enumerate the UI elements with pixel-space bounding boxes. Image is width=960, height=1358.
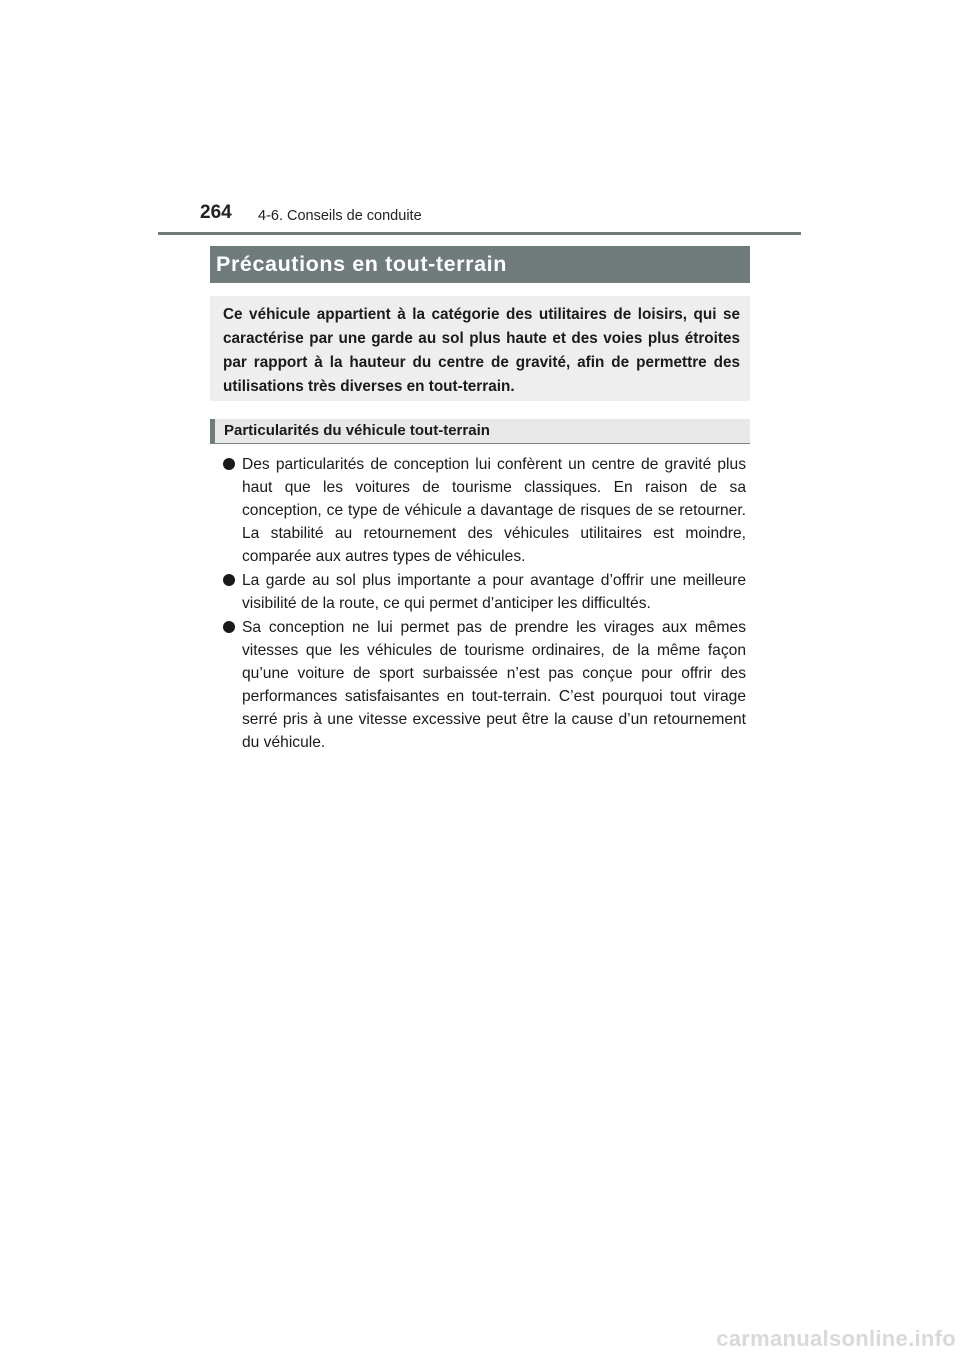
- bullet-icon: [223, 574, 235, 586]
- header-rule: [158, 232, 801, 235]
- watermark: carmanualsonline.info: [716, 1326, 956, 1351]
- list-item: [222, 569, 746, 615]
- list-item-text: Des particularités de conception lui confèrent un centre de gravité plus haut que les voitures de tourisme classiques. En raison de sa conception, ce type de véhicule a davantage de risques de se retourner. La stabilité au retournement des véhicules utilitaires est moindre, comparée aux autres types de véhicules.: [242, 456, 746, 565]
- list-item-text: Sa conception ne lui permet pas de prendre les virages aux mêmes vitesses que les véhicules de tourisme ordinaires, de la même façon qu’une voiture de sport surbaissée n’est pas conçue pour offrir des performances satisfaisantes en tout-terrain. C’est pourquoi tout virage serré pris à une vitesse excessive peut être la cause d’un retournement du véhicule.: [242, 619, 746, 751]
- page-number: 264: [200, 202, 232, 223]
- title-bar: [210, 246, 750, 283]
- list-item-text: La garde au sol plus importante a pour avantage d’offrir une meilleure visibilité de la route, ce qui permet d’anticiper les difficultés.: [242, 572, 746, 612]
- bullet-icon: [223, 621, 235, 633]
- list-item: [222, 616, 746, 754]
- page-title: Précautions en tout-terrain: [216, 252, 507, 276]
- subheading-bar: [210, 419, 750, 444]
- list-item: [222, 453, 746, 568]
- bullet-list: [222, 453, 746, 755]
- section-name: 4-6. Conseils de conduite: [258, 208, 422, 224]
- subheading: Particularités du véhicule tout-terrain: [224, 422, 490, 439]
- intro-box: [210, 296, 750, 401]
- bullet-icon: [223, 458, 235, 470]
- intro-text: Ce véhicule appartient à la catégorie des utilitaires de loisirs, qui se caractérise par une garde au sol plus haute et des voies plus étroites par rapport à la hauteur du centre de gravité, afin de permettre des utilisations très diverses en tout-terrain.: [223, 306, 740, 395]
